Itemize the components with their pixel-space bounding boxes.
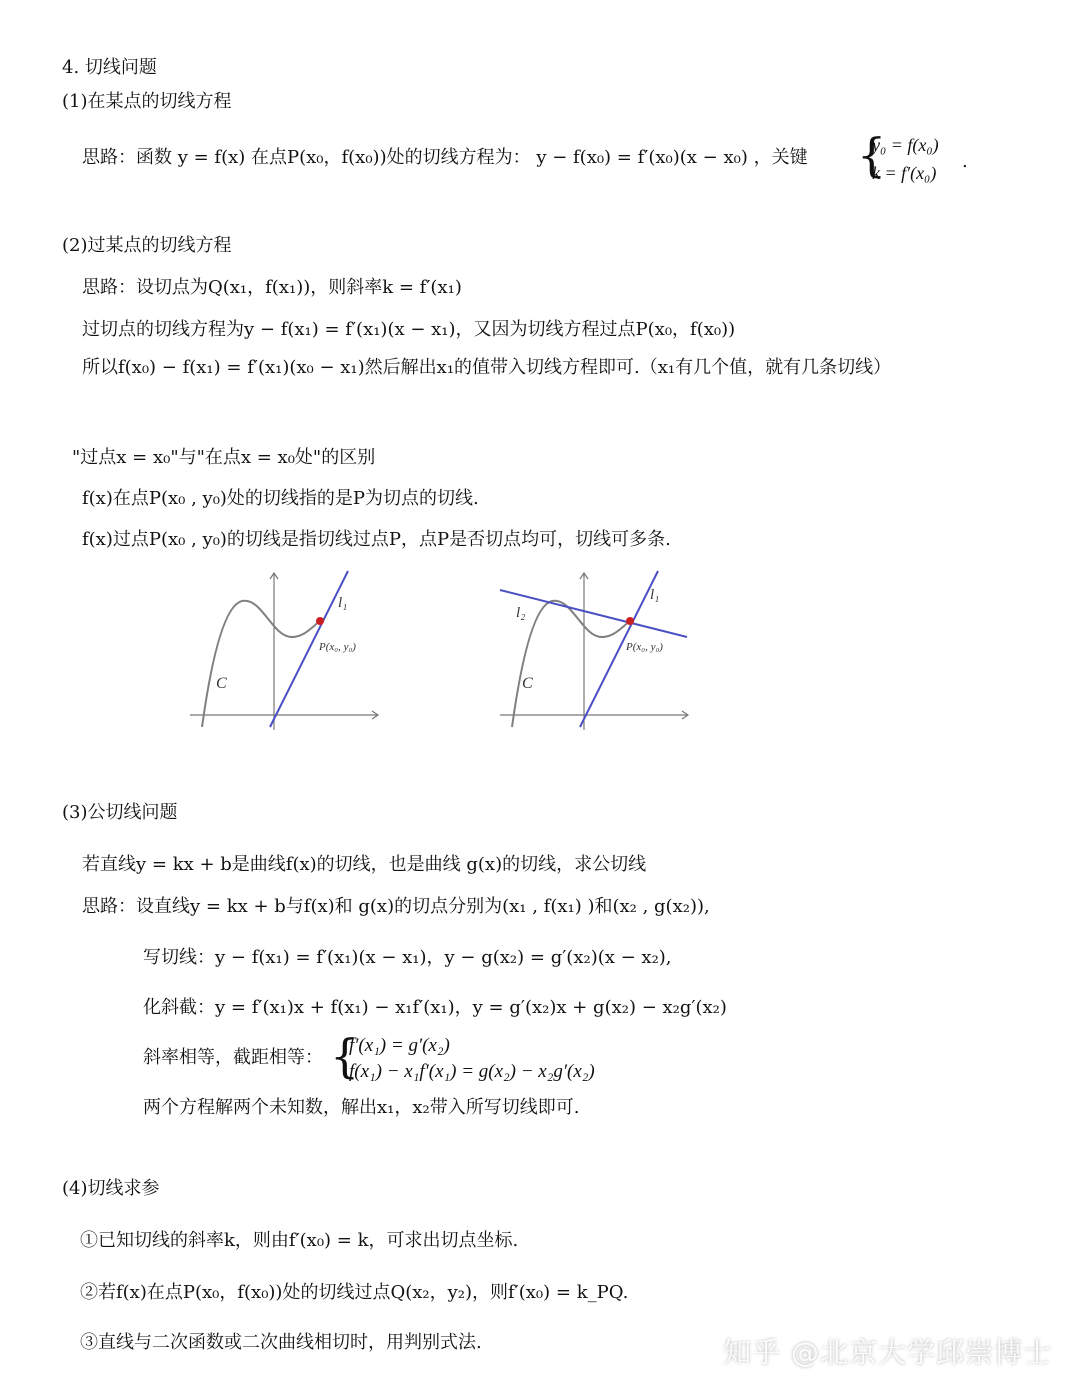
subsection-4-item-1: ①已知切线的斜率k，则由f′(x₀) = k，可求出切点坐标. [80,1230,519,1251]
line-l1-label: l₁ [650,587,660,603]
subsection-3-title: (3)公切线问题 [62,802,178,823]
subsection-4-title: (4)切线求参 [62,1178,160,1199]
subsection-4-item-2: ②若f(x)在点P(x₀，f(x₀))处的切线过点Q(x₂，y₂)，则f′(x₀) = k_PQ. [80,1282,629,1303]
line-l1-label: l₁ [338,595,348,611]
curve-label: C [216,675,227,692]
system-1-eq1: y₀ = f(x₀) [872,135,939,155]
line-l2-label: l₂ [516,605,526,621]
subsection-3-line-2: 思路：设直线y = kx + b与f(x)和 g(x)的切点分别为(x₁ , f(x₁) )和(x₂ , g(x₂)), [82,896,710,917]
system-1-eq2: k = f′(x₀) [872,163,937,183]
subsection-2-title: (2)过某点的切线方程 [62,235,232,256]
subsection-3-line-3: 写切线：y − f(x₁) = f′(x₁)(x − x₁)，y − g(x₂) = g′(x₂)(x − x₂), [143,947,672,968]
system-1-period: . [962,151,968,172]
difference-line-2: f(x)过点P(x₀ , y₀)的切线是指切线过点P，点P是否切点均可，切线可多条. [82,529,671,550]
system-2-eq2: f(x₁) − x₁f′(x₁) = g(x₂) − x₂g′(x₂) [349,1061,595,1082]
watermark: 知乎 @北京大学邱崇博士 [723,1336,1052,1369]
difference-line-1: f(x)在点P(x₀ , y₀)处的切线指的是P为切点的切线. [82,488,479,509]
tangent-point-p [626,617,634,625]
subsection-2-line-3: 所以f(x₀) − f(x₁) = f′(x₁)(x₀ − x₁)然后解出x₁的值带入切线方程即可.（x₁有几个值，就有几条切线） [82,357,892,378]
curve-label: C [522,675,533,692]
subsection-3-line-1: 若直线y = kx + b是曲线f(x)的切线，也是曲线 g(x)的切线，求公切线 [82,854,647,875]
subsection-4-item-3: ③直线与二次函数或二次曲线相切时，用判别式法. [80,1332,482,1353]
brace-1: { [857,128,887,182]
tangent-figure-at-point [180,565,390,740]
difference-title: "过点x = x₀"与"在点x = x₀处"的区别 [72,447,376,468]
brace-2: { [330,1029,360,1083]
subsection-2-line-2: 过切点的切线方程为y − f(x₁) = f′(x₁)(x − x₁)，又因为切线方程过点P(x₀，f(x₀)) [82,319,736,340]
tangent-figure-through-point [490,565,700,740]
subsection-1-title: (1)在某点的切线方程 [62,91,232,112]
point-label: P(x₀, y₀) [319,641,356,653]
subsection-2-line-1: 思路：设切点为Q(x₁，f(x₁))，则斜率k = f′(x₁) [82,277,462,298]
subsection-1-idea: 思路：函数 y = f(x) 在点P(x₀，f(x₀))处的切线方程为： y − f(x₀) = f′(x₀)(x − x₀) ，关键 [82,147,808,168]
tangent-point-p [316,617,324,625]
subsection-3-line-5: 斜率相等，截距相等： [143,1047,323,1068]
subsection-3-line-6: 两个方程解两个未知数，解出x₁，x₂带入所写切线即可. [143,1097,580,1118]
system-2-eq1: f′(x₁) = g′(x₂) [349,1035,450,1056]
subsection-3-line-4: 化斜截：y = f′(x₁)x + f(x₁) − x₁f′(x₁)，y = g′(x₂)x + g(x₂) − x₂g′(x₂) [143,997,727,1018]
section-heading: 4. 切线问题 [62,57,157,78]
point-label: P(x₀, y₀) [626,641,663,653]
